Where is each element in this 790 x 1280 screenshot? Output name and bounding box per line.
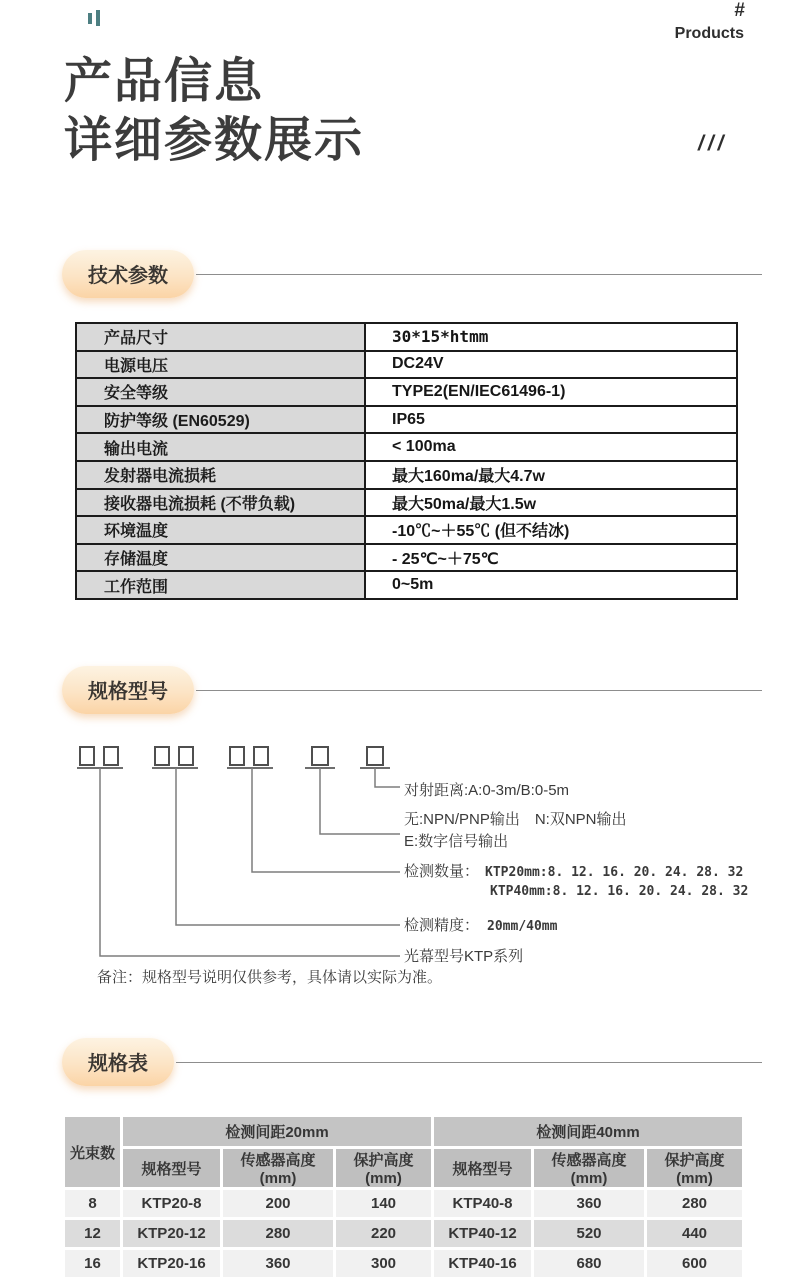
table-row — [76, 571, 737, 599]
param-value: 30*15*htmm — [365, 323, 737, 351]
param-label: 工作范围 — [76, 571, 365, 599]
cell: 200 — [223, 1190, 333, 1217]
spec-table — [62, 1114, 745, 1280]
cell: 280 — [647, 1190, 742, 1217]
table-row — [76, 433, 737, 461]
table-row — [76, 461, 737, 489]
detect-quantity-ktp20: KTP20mm:8. 12. 16. 20. 24. 28. 32 — [485, 865, 744, 880]
cell: KTP40-8 — [434, 1190, 531, 1217]
param-value: TYPE2(EN/IEC61496-1) — [365, 378, 737, 406]
detect-precision-title: 检测精度： — [404, 917, 480, 934]
detect-quantity-ktp40: KTP40mm:8. 12. 16. 20. 24. 28. 32 — [490, 884, 749, 899]
param-value: 0~5m — [365, 571, 737, 599]
sub-header: 传感器高度 (mm) — [223, 1149, 333, 1187]
section-divider-line — [176, 1062, 762, 1063]
table-row — [65, 1190, 742, 1217]
table-row — [76, 323, 737, 351]
label-beam-distance: 对射距离:A:0-3m/B:0-5m — [404, 782, 570, 799]
section-head-model-code — [62, 666, 762, 714]
sub-header: 传感器高度 (mm) — [534, 1149, 644, 1187]
table-row — [76, 378, 737, 406]
section-head-spec-table — [62, 1038, 762, 1086]
table-row — [76, 489, 737, 517]
cell: 360 — [534, 1190, 644, 1217]
param-label: 存储温度 — [76, 544, 365, 572]
section-head-tech-params — [62, 250, 762, 298]
param-label: 环境温度 — [76, 516, 365, 544]
page-title — [64, 52, 364, 170]
cell: KTP20-16 — [123, 1250, 220, 1277]
param-value: DC24V — [365, 351, 737, 379]
param-value: < 100ma — [365, 433, 737, 461]
param-value: - 25℃~＋75℃ — [365, 544, 737, 572]
cell: 12 — [65, 1220, 120, 1247]
spec-table-badge: 规格表 — [62, 1038, 174, 1086]
section-divider-line — [196, 274, 762, 275]
table-row — [65, 1220, 742, 1247]
param-label: 接收器电流损耗 (不带负载) — [76, 489, 365, 517]
cell: 300 — [336, 1250, 431, 1277]
cell: KTP20-8 — [123, 1190, 220, 1217]
label-output-type-1: 无:NPN/PNP输出 N:双NPN输出 — [404, 811, 627, 828]
cell: 140 — [336, 1190, 431, 1217]
cell: 600 — [647, 1250, 742, 1277]
cell: KTP40-16 — [434, 1250, 531, 1277]
table-row — [76, 351, 737, 379]
param-label: 防护等级 (EN60529) — [76, 406, 365, 434]
sub-header: 保护高度 (mm) — [336, 1149, 431, 1187]
cell: 8 — [65, 1190, 120, 1217]
beam-count-header: 光束数 — [65, 1117, 120, 1187]
param-value: 最大50ma/最大1.5w — [365, 489, 737, 517]
products-label: Products — [674, 25, 744, 42]
detect-quantity-title: 检测数量： — [404, 863, 480, 880]
tech-params-badge: 技术参数 — [62, 250, 194, 298]
param-label: 电源电压 — [76, 351, 365, 379]
param-label: 安全等级 — [76, 378, 365, 406]
sub-header: 规格型号 — [123, 1149, 220, 1187]
param-value: 最大160ma/最大4.7w — [365, 461, 737, 489]
sub-header: 保护高度 (mm) — [647, 1149, 742, 1187]
table-row — [76, 544, 737, 572]
label-output-type-2: E:数字信号输出 — [404, 833, 509, 850]
cell: KTP40-12 — [434, 1220, 531, 1247]
label-series-name: 光幕型号KTP系列 — [404, 948, 524, 965]
table-row — [76, 406, 737, 434]
cell: 16 — [65, 1250, 120, 1277]
group-header-40mm: 检测间距40mm — [434, 1117, 742, 1146]
param-value: IP65 — [365, 406, 737, 434]
cell: 680 — [534, 1250, 644, 1277]
page-title-line1: 产品信息 — [64, 55, 265, 108]
diagram-note: 备注：规格型号说明仅供参考，具体请以实际为准。 — [97, 969, 443, 986]
tech-params-table — [75, 322, 738, 600]
hash-mark: # — [734, 0, 745, 21]
spec-header-row-groups — [65, 1117, 742, 1146]
spec-header-row-subs — [65, 1149, 742, 1187]
cell: 360 — [223, 1250, 333, 1277]
param-label: 产品尺寸 — [76, 323, 365, 351]
label-detect-precision — [404, 914, 557, 935]
param-label: 发射器电流损耗 — [76, 461, 365, 489]
table-row — [65, 1250, 742, 1277]
page-title-line2: 详细参数展示 — [64, 114, 365, 167]
cell: 280 — [223, 1220, 333, 1247]
param-label: 输出电流 — [76, 433, 365, 461]
cell: 440 — [647, 1220, 742, 1247]
label-detect-quantity — [404, 860, 743, 881]
table-row — [76, 516, 737, 544]
logo-mark-icon — [88, 9, 108, 29]
model-code-badge: 规格型号 — [62, 666, 194, 714]
decorative-slashes: /// — [698, 132, 728, 155]
group-header-20mm: 检测间距20mm — [123, 1117, 431, 1146]
cell: 520 — [534, 1220, 644, 1247]
sub-header: 规格型号 — [434, 1149, 531, 1187]
param-value: -10℃~＋55℃ (但不结冰) — [365, 516, 737, 544]
section-divider-line — [196, 690, 762, 691]
cell: 220 — [336, 1220, 431, 1247]
detect-precision-value: 20mm/40mm — [487, 919, 558, 934]
cell: KTP20-12 — [123, 1220, 220, 1247]
